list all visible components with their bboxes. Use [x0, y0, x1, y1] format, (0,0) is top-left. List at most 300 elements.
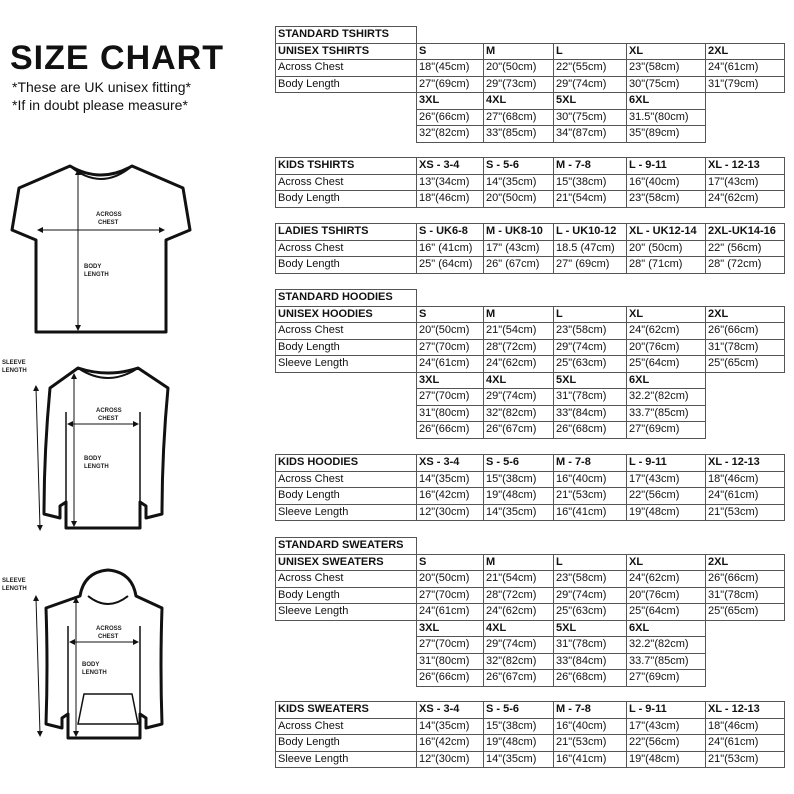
table-row: [276, 735, 785, 752]
size-header: 2XL-UK14-16: [706, 224, 785, 241]
measurement-value: 27"(70cm): [417, 587, 484, 604]
tshirt-outline: [12, 166, 190, 332]
blank-cell: [276, 422, 417, 439]
blank-cell: [706, 670, 785, 687]
size-header: S - 5-6: [484, 702, 554, 719]
measurement-value: 29"(73cm): [484, 76, 554, 93]
measurement-label: Body Length: [276, 76, 417, 93]
measurement-value: 26"(66cm): [417, 422, 484, 439]
group-title: STANDARD TSHIRTS: [276, 27, 417, 44]
measurement-value: 19"(48cm): [484, 488, 554, 505]
measurement-value: 26"(68cm): [554, 670, 627, 687]
size-header-row: [276, 455, 785, 472]
measurement-value: 33"(84cm): [554, 405, 627, 422]
size-header: XS - 3-4: [417, 702, 484, 719]
measurement-value: 26"(68cm): [554, 422, 627, 439]
table-row: [276, 587, 785, 604]
size-header: L - UK10-12: [554, 224, 627, 241]
blank-cell: [706, 538, 785, 555]
measurement-value: 14"(35cm): [417, 471, 484, 488]
sleeve-length-arrow: [36, 598, 40, 734]
blank-cell: [484, 538, 554, 555]
sweater-diagram: [0, 352, 270, 547]
table-row: [276, 488, 785, 505]
size-header: L - 9-11: [627, 702, 706, 719]
sleeve-label: LENGTH: [2, 368, 27, 374]
measurement-value: 18"(46cm): [706, 471, 785, 488]
table-row: [276, 60, 785, 77]
table-row: [276, 718, 785, 735]
blank-cell: [627, 290, 706, 307]
blank-cell: [554, 290, 627, 307]
blank-cell: [484, 27, 554, 44]
measurement-value: 24"(62cm): [627, 323, 706, 340]
measurement-value: 26"(66cm): [706, 323, 785, 340]
size-header: M - 7-8: [554, 455, 627, 472]
measurement-value: 17"(43cm): [706, 174, 785, 191]
measurement-value: 24"(61cm): [706, 60, 785, 77]
measurement-value: 27" (69cm): [554, 257, 627, 274]
measurement-label: Across Chest: [276, 240, 417, 257]
table-title: KIDS SWEATERS: [276, 702, 417, 719]
measurement-value: 24"(62cm): [627, 571, 706, 588]
chest-label: ACROSS: [96, 626, 122, 632]
hoodie-outline: [46, 570, 162, 738]
size-header: XL - 12-13: [706, 158, 785, 175]
measurement-value: 18"(46cm): [706, 718, 785, 735]
measurement-value: 20" (50cm): [627, 240, 706, 257]
blank-cell: [706, 27, 785, 44]
size-header-row: [276, 554, 785, 571]
measurement-value: 32.2"(82cm): [627, 389, 706, 406]
size-header-row: [276, 372, 785, 389]
measurement-value: 14"(35cm): [484, 504, 554, 521]
size-header: L - 9-11: [627, 158, 706, 175]
measurement-value: 22" (56cm): [706, 240, 785, 257]
measurement-value: 26"(67cm): [484, 670, 554, 687]
measurement-value: 31"(80cm): [417, 405, 484, 422]
measurement-value: 17"(43cm): [627, 471, 706, 488]
size-header: M - 7-8: [554, 158, 627, 175]
measurement-value: 20"(76cm): [627, 339, 706, 356]
measurement-label: Sleeve Length: [276, 356, 417, 373]
measurement-label: Sleeve Length: [276, 604, 417, 621]
measurement-value: 20"(50cm): [417, 323, 484, 340]
body-label: LENGTH: [84, 464, 109, 470]
measurement-value: 28" (71cm): [627, 257, 706, 274]
measurement-label: Across Chest: [276, 718, 417, 735]
size-header: 5XL: [554, 620, 627, 637]
sleeve-label: LENGTH: [2, 586, 27, 592]
measurement-value: 26"(66cm): [417, 670, 484, 687]
measurement-value: 16"(40cm): [627, 174, 706, 191]
measurement-value: 26" (67cm): [484, 257, 554, 274]
size-header: S - UK6-8: [417, 224, 484, 241]
table-row: [276, 240, 785, 257]
measurement-value: 14"(35cm): [484, 174, 554, 191]
table-title: LADIES TSHIRTS: [276, 224, 417, 241]
measurement-value: 25"(65cm): [706, 356, 785, 373]
size-header: 6XL: [627, 93, 706, 110]
table-row: [276, 126, 785, 143]
blank-cell: [554, 27, 627, 44]
table-row: [276, 323, 785, 340]
blank-cell: [706, 422, 785, 439]
measurement-value: 23"(58cm): [627, 191, 706, 208]
measurement-value: 32.2"(82cm): [627, 637, 706, 654]
body-label: BODY: [84, 264, 102, 270]
sleeve-label: SLEEVE: [2, 578, 26, 584]
size-header: 6XL: [627, 372, 706, 389]
blank-cell: [554, 538, 627, 555]
measurement-value: 31"(78cm): [706, 587, 785, 604]
measurement-value: 20"(50cm): [417, 571, 484, 588]
size-header: XL: [627, 43, 706, 60]
chest-label: CHEST: [98, 220, 119, 226]
blank-cell: [706, 637, 785, 654]
measurement-value: 33.7"(85cm): [627, 405, 706, 422]
size-header: M: [484, 306, 554, 323]
measurement-value: 29"(74cm): [554, 76, 627, 93]
table-row: [276, 109, 785, 126]
table-title: UNISEX HOODIES: [276, 306, 417, 323]
measurement-value: 25"(63cm): [554, 604, 627, 621]
measurement-value: 15"(38cm): [484, 471, 554, 488]
blank-cell: [706, 109, 785, 126]
size-header: 3XL: [417, 93, 484, 110]
blank-cell: [276, 126, 417, 143]
size-header-row: [276, 93, 785, 110]
measurement-value: 18"(45cm): [417, 60, 484, 77]
table-row: [276, 339, 785, 356]
blank-cell: [276, 372, 417, 389]
measurement-value: 27"(70cm): [417, 389, 484, 406]
measurement-value: 21"(54cm): [484, 323, 554, 340]
blank-cell: [276, 109, 417, 126]
size-header: XL - 12-13: [706, 702, 785, 719]
size-header: XS - 3-4: [417, 455, 484, 472]
measurement-value: 21"(53cm): [706, 504, 785, 521]
measurement-value: 19"(48cm): [484, 735, 554, 752]
chest-label: CHEST: [98, 634, 119, 640]
measurement-value: 12"(30cm): [417, 504, 484, 521]
blank-cell: [276, 93, 417, 110]
measurement-value: 23"(58cm): [554, 571, 627, 588]
measurement-value: 25"(64cm): [627, 356, 706, 373]
measurement-label: Across Chest: [276, 471, 417, 488]
measurement-value: 34"(87cm): [554, 126, 627, 143]
measurement-value: 24"(61cm): [706, 735, 785, 752]
measurement-value: 27"(70cm): [417, 637, 484, 654]
measurement-value: 24"(62cm): [706, 191, 785, 208]
measurement-value: 28"(72cm): [484, 339, 554, 356]
measurement-label: Across Chest: [276, 323, 417, 340]
measurement-value: 25"(63cm): [554, 356, 627, 373]
size-header: M: [484, 43, 554, 60]
measurement-label: Across Chest: [276, 174, 417, 191]
measurement-value: 24"(61cm): [417, 356, 484, 373]
size-header: XL - UK12-14: [627, 224, 706, 241]
size-header: 3XL: [417, 620, 484, 637]
size-table: [275, 26, 785, 143]
measurement-value: 21"(54cm): [484, 571, 554, 588]
measurement-value: 20"(50cm): [484, 60, 554, 77]
measurement-value: 16" (41cm): [417, 240, 484, 257]
chest-label: ACROSS: [96, 408, 122, 414]
size-header: 2XL: [706, 43, 785, 60]
size-header-row: [276, 224, 785, 241]
group-title-row: [276, 290, 785, 307]
blank-cell: [417, 290, 484, 307]
measurement-value: 27"(69cm): [627, 670, 706, 687]
measurement-value: 29"(74cm): [484, 637, 554, 654]
measurement-value: 21"(54cm): [554, 191, 627, 208]
table-title: UNISEX TSHIRTS: [276, 43, 417, 60]
blank-cell: [484, 290, 554, 307]
measurement-value: 19"(48cm): [627, 504, 706, 521]
table-row: [276, 471, 785, 488]
size-header: S - 5-6: [484, 158, 554, 175]
table-row: [276, 389, 785, 406]
measurement-value: 33.7"(85cm): [627, 653, 706, 670]
measurement-value: 20"(76cm): [627, 587, 706, 604]
size-header: XL - 12-13: [706, 455, 785, 472]
table-row: [276, 504, 785, 521]
measurement-value: 24"(62cm): [484, 356, 554, 373]
blank-cell: [706, 372, 785, 389]
table-row: [276, 76, 785, 93]
group-title-row: [276, 27, 785, 44]
sleeve-label: SLEEVE: [2, 360, 26, 366]
size-header: M - UK8-10: [484, 224, 554, 241]
measurement-value: 26"(67cm): [484, 422, 554, 439]
size-header: 5XL: [554, 93, 627, 110]
blank-cell: [706, 405, 785, 422]
measurement-value: 33"(85cm): [484, 126, 554, 143]
measurement-value: 32"(82cm): [417, 126, 484, 143]
measurement-value: 18"(46cm): [417, 191, 484, 208]
fitting-note: *These are UK unisex fitting*: [12, 79, 191, 95]
body-label: BODY: [84, 456, 102, 462]
measurement-value: 29"(74cm): [554, 339, 627, 356]
measurement-value: 26"(66cm): [706, 571, 785, 588]
size-header-row: [276, 620, 785, 637]
body-label: LENGTH: [82, 670, 107, 676]
measurement-value: 30"(75cm): [627, 76, 706, 93]
size-header: S - 5-6: [484, 455, 554, 472]
measurement-label: Across Chest: [276, 571, 417, 588]
table-row: [276, 356, 785, 373]
chest-label: ACROSS: [96, 212, 122, 218]
measurement-value: 31"(78cm): [706, 339, 785, 356]
measurement-value: 32"(82cm): [484, 405, 554, 422]
measurement-value: 16"(41cm): [554, 504, 627, 521]
table-row: [276, 174, 785, 191]
size-header: L: [554, 306, 627, 323]
size-table: [275, 454, 785, 521]
measurement-value: 31.5"(80cm): [627, 109, 706, 126]
size-header: S: [417, 554, 484, 571]
size-table: [275, 701, 785, 768]
measurement-value: 24"(62cm): [484, 604, 554, 621]
size-header: XS - 3-4: [417, 158, 484, 175]
measurement-value: 22"(56cm): [627, 488, 706, 505]
blank-cell: [276, 637, 417, 654]
sweater-outline: [44, 368, 168, 528]
measurement-value: 16"(40cm): [554, 718, 627, 735]
size-header: XL: [627, 306, 706, 323]
size-header: M: [484, 554, 554, 571]
measurement-label: Sleeve Length: [276, 751, 417, 768]
blank-cell: [276, 620, 417, 637]
measurement-value: 17"(43cm): [627, 718, 706, 735]
group-title: STANDARD SWEATERS: [276, 538, 417, 555]
measurement-value: 35"(89cm): [627, 126, 706, 143]
measurement-value: 25"(65cm): [706, 604, 785, 621]
measurement-value: 16"(40cm): [554, 471, 627, 488]
measurement-value: 17" (43cm): [484, 240, 554, 257]
group-title-row: [276, 538, 785, 555]
size-header: 5XL: [554, 372, 627, 389]
measurement-value: 22"(56cm): [627, 735, 706, 752]
table-row: [276, 604, 785, 621]
measurement-value: 31"(78cm): [554, 637, 627, 654]
blank-cell: [417, 27, 484, 44]
measurement-value: 25" (64cm): [417, 257, 484, 274]
size-header-row: [276, 158, 785, 175]
measurement-value: 33"(84cm): [554, 653, 627, 670]
table-row: [276, 405, 785, 422]
table-title: UNISEX SWEATERS: [276, 554, 417, 571]
size-header: S: [417, 43, 484, 60]
table-row: [276, 637, 785, 654]
blank-cell: [417, 538, 484, 555]
size-header: L: [554, 43, 627, 60]
measurement-value: 15"(38cm): [554, 174, 627, 191]
size-header-row: [276, 43, 785, 60]
measurement-label: Across Chest: [276, 60, 417, 77]
measurement-value: 19"(48cm): [627, 751, 706, 768]
measurement-label: Body Length: [276, 191, 417, 208]
measurement-value: 27"(68cm): [484, 109, 554, 126]
table-row: [276, 191, 785, 208]
size-header: M - 7-8: [554, 702, 627, 719]
measurement-value: 14"(35cm): [484, 751, 554, 768]
measurement-label: Sleeve Length: [276, 504, 417, 521]
measurement-value: 22"(55cm): [554, 60, 627, 77]
measurement-value: 27"(69cm): [417, 76, 484, 93]
sleeve-length-arrow: [36, 388, 40, 528]
blank-cell: [706, 653, 785, 670]
blank-cell: [706, 620, 785, 637]
measurement-value: 23"(58cm): [554, 323, 627, 340]
group-title: STANDARD HOODIES: [276, 290, 417, 307]
measurement-value: 29"(74cm): [554, 587, 627, 604]
blank-cell: [706, 93, 785, 110]
blank-cell: [627, 538, 706, 555]
measurement-value: 25"(64cm): [627, 604, 706, 621]
measurement-value: 23"(58cm): [627, 60, 706, 77]
body-label: LENGTH: [84, 272, 109, 278]
measurement-value: 16"(42cm): [417, 735, 484, 752]
measurement-value: 21"(53cm): [554, 735, 627, 752]
blank-cell: [276, 405, 417, 422]
size-header: 2XL: [706, 554, 785, 571]
measurement-value: 28" (72cm): [706, 257, 785, 274]
measurement-value: 32"(82cm): [484, 653, 554, 670]
tshirt-diagram: [0, 148, 270, 348]
measurement-value: 21"(53cm): [554, 488, 627, 505]
measurement-value: 31"(79cm): [706, 76, 785, 93]
measurement-value: 16"(42cm): [417, 488, 484, 505]
measurement-label: Body Length: [276, 339, 417, 356]
measurement-value: 24"(61cm): [417, 604, 484, 621]
table-row: [276, 422, 785, 439]
table-title: KIDS TSHIRTS: [276, 158, 417, 175]
measurement-value: 16"(41cm): [554, 751, 627, 768]
table-row: [276, 670, 785, 687]
measurement-value: 27"(69cm): [627, 422, 706, 439]
size-header: 4XL: [484, 620, 554, 637]
measurement-value: 13"(34cm): [417, 174, 484, 191]
measurement-value: 18.5 (47cm): [554, 240, 627, 257]
size-header: 6XL: [627, 620, 706, 637]
measurement-value: 28"(72cm): [484, 587, 554, 604]
measure-note: *If in doubt please measure*: [12, 97, 188, 113]
measurement-label: Body Length: [276, 257, 417, 274]
size-header: 3XL: [417, 372, 484, 389]
measurement-label: Body Length: [276, 488, 417, 505]
size-header: 2XL: [706, 306, 785, 323]
measurement-value: 24"(61cm): [706, 488, 785, 505]
chest-label: CHEST: [98, 416, 119, 422]
blank-cell: [276, 670, 417, 687]
size-header: XL: [627, 554, 706, 571]
size-table: [275, 157, 785, 208]
table-row: [276, 571, 785, 588]
measurement-value: 27"(70cm): [417, 339, 484, 356]
size-table: [275, 289, 785, 439]
body-label: BODY: [82, 662, 100, 668]
measurement-value: 14"(35cm): [417, 718, 484, 735]
size-header: 4XL: [484, 372, 554, 389]
measurement-value: 15"(38cm): [484, 718, 554, 735]
size-header-row: [276, 702, 785, 719]
size-header: L: [554, 554, 627, 571]
table-title: KIDS HOODIES: [276, 455, 417, 472]
hoodie-diagram: [0, 566, 270, 746]
blank-cell: [276, 653, 417, 670]
table-row: [276, 653, 785, 670]
measurement-value: 26"(66cm): [417, 109, 484, 126]
size-header-row: [276, 306, 785, 323]
measurement-value: 31"(78cm): [554, 389, 627, 406]
table-row: [276, 257, 785, 274]
measurement-value: 30"(75cm): [554, 109, 627, 126]
size-header: L - 9-11: [627, 455, 706, 472]
size-header: S: [417, 306, 484, 323]
blank-cell: [276, 389, 417, 406]
measurement-label: Body Length: [276, 735, 417, 752]
measurement-value: 31"(80cm): [417, 653, 484, 670]
blank-cell: [706, 126, 785, 143]
measurement-value: 29"(74cm): [484, 389, 554, 406]
size-table: [275, 223, 785, 274]
measurement-label: Body Length: [276, 587, 417, 604]
blank-cell: [627, 27, 706, 44]
blank-cell: [706, 290, 785, 307]
size-table: [275, 537, 785, 687]
